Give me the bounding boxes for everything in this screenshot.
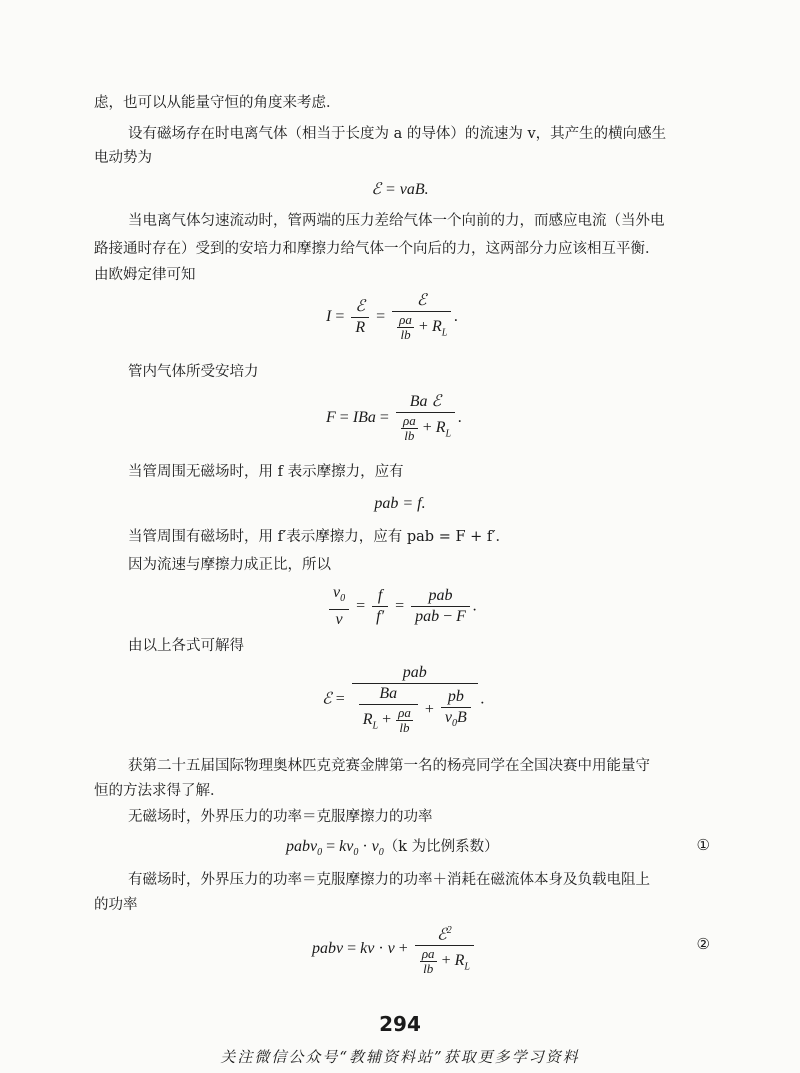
text-line: 当管周围有磁场时，用 f′表示摩擦力，应有 pab = F + f′． [128,529,511,545]
text-line: 设有磁场存在时电离气体（相当于长度为 a 的导体）的流速为 v，其产生的横向感生 [128,126,667,142]
equation-marker-2: ② [696,935,710,953]
equation-marker-1: ① [696,836,710,854]
text-line: 当电离气体匀速流动时，管两端的压力差给气体一个向前的力，而感应电流（当外电 [128,213,665,229]
text-line: 恒的方法求得了解． [94,783,225,799]
text-line: 虑，也可以从能量守恒的角度来考虑． [94,95,341,111]
text-line: 因为流速与摩擦力成正比，所以 [128,557,331,573]
equation-ampere-force: F = IBa = Ba ℰ $\frac{\rho a}{lb}$ + $R_L$ . [326,393,463,443]
text-line: 有磁场时，外界压力的功率＝克服摩擦力的功率＋消耗在磁流体本身及负载电阻上 [128,872,650,888]
footer-promo: 关注微信公众号“教辅资料站”获取更多学习资料 [220,1048,580,1066]
equation-ratio: $\frac{v_0}{v}$ = $\frac{f}{f'}$ = $\frac{\text{pab}}{\text{pab − F}}$ . [326,584,477,629]
text-line: 由以上各式可解得 [128,638,244,654]
text-line: 的功率 [94,897,138,913]
equation-pab: pab = f. [374,495,426,512]
text-line: 获第二十五届国际物理奥林匹克竞赛金牌第一名的杨亮同学在全国决赛中用能量守 [128,758,650,774]
page-number: 294 [379,1012,421,1036]
equation-power-no-field: pabv$_0$ = $kv_0 \cdot v_0(k$ 为比例系数） [286,838,499,859]
text-line: 路接通时存在）受到的安培力和摩擦力给气体一个向后的力，这两部分力应该相互平衡． [94,241,660,257]
text-line: 管内气体所受安培力 [128,364,259,380]
equation-current: I = $\frac{\text{ℰ}}{R}$ = ℰ $\frac{\rho a}{lb}$ + $R_L$ . [326,292,459,342]
text-line: 由欧姆定律可知 [94,267,196,283]
text-line: 电动势为 [94,150,152,166]
equation-power-with-field: pabv = kv · v + ℰ$^2$ $\frac{\rho a}{lb}$ + $R_L$ [312,922,477,977]
text-line: 无磁场时，外界压力的功率＝克服摩擦力的功率 [128,809,433,825]
text-line: 当管周围无磁场时，用 f 表示摩擦力，应有 [128,464,404,480]
equation-emf: ℰ = vaB. [371,181,429,198]
equation-solution: ℰ = pab Ba $R_L$ + $\frac{\rho a}{lb}$ + $\frac{pb}{v_0B}$ . [322,664,485,735]
equation-note: （k 为比例系数） [383,839,499,855]
